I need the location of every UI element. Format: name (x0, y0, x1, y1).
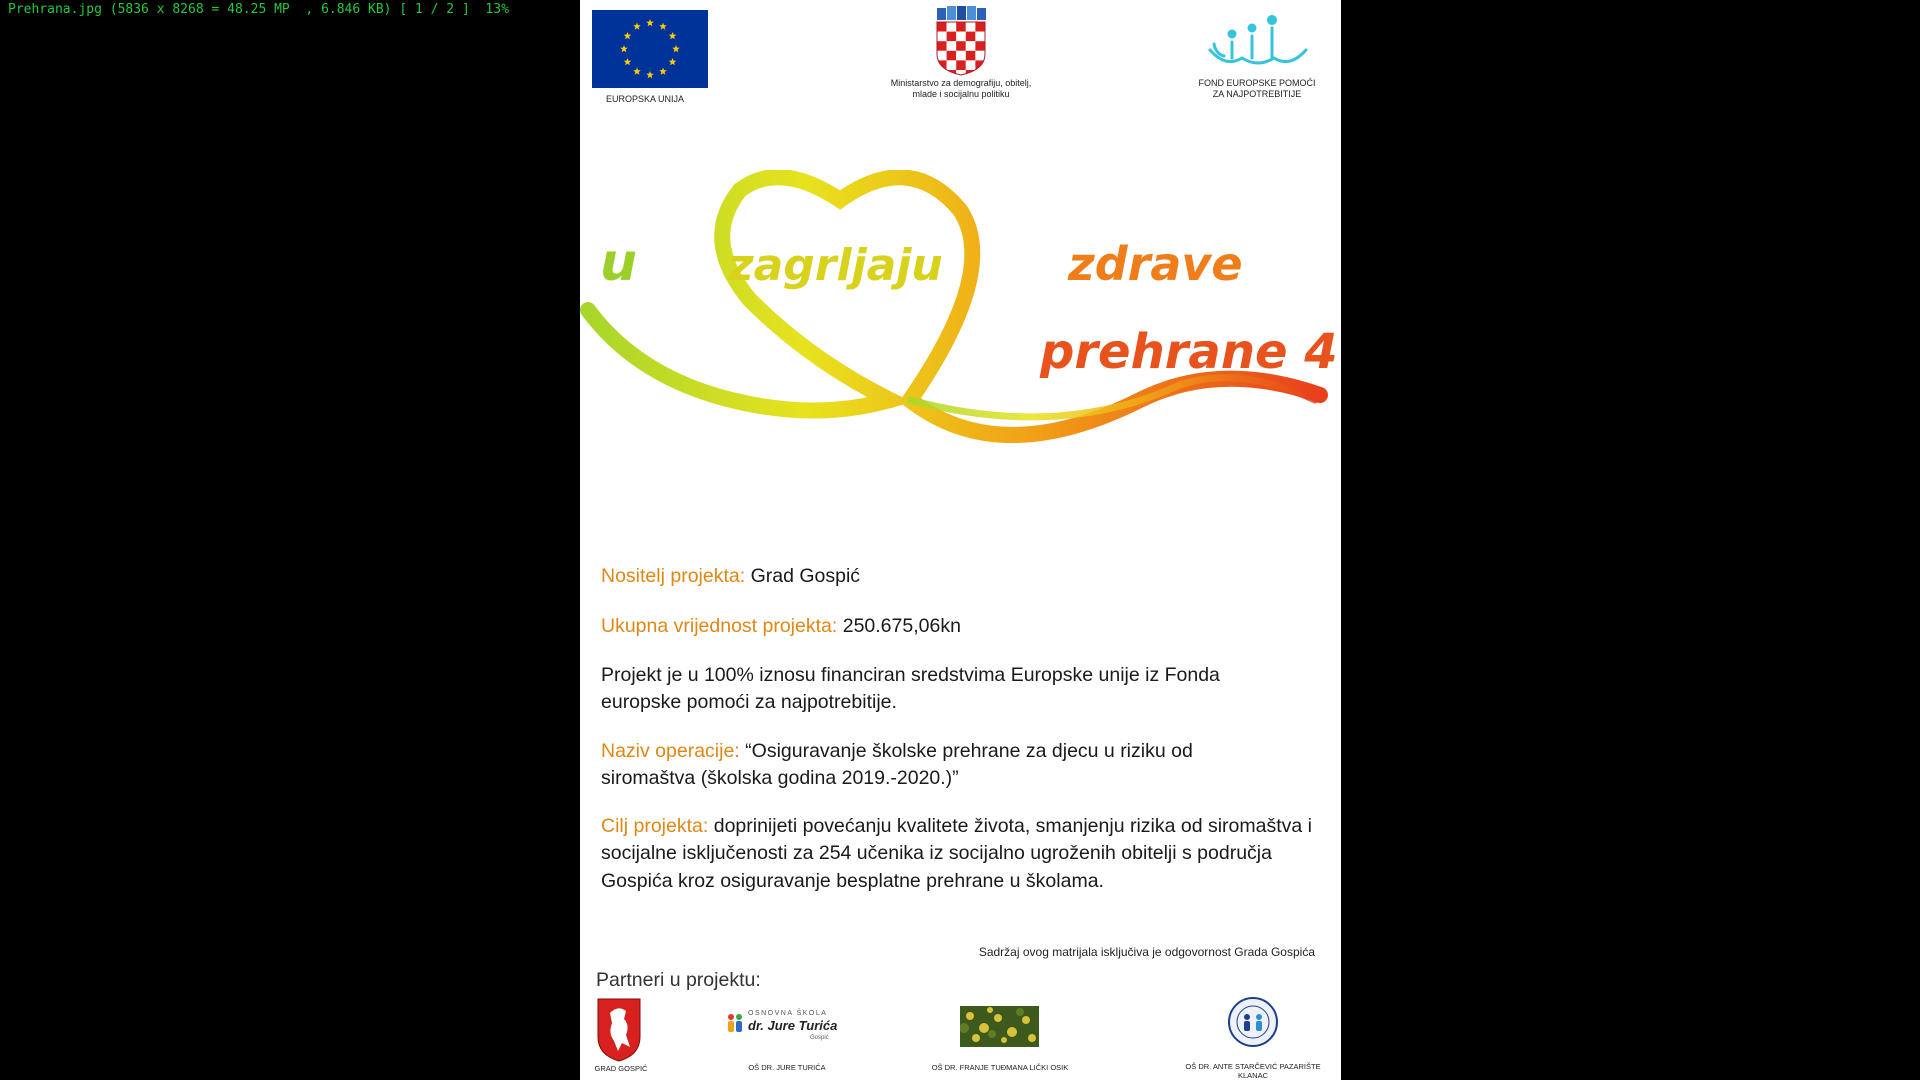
partner-os-klanac (1227, 996, 1279, 1052)
partner-caption-2: OŠ DR. JURE TURIĆA (748, 1063, 826, 1072)
disclaimer-text: Sadržaj ovog matrijala isključiva je odgovornost Grada Gospića (978, 945, 1315, 959)
title-heart-graphic (580, 170, 1341, 470)
goal-label: Cilj projekta: (601, 815, 709, 837)
title-word-4: prehrane 4 (1040, 324, 1338, 380)
partner-os-jure-turica (726, 1010, 838, 1046)
title-word-1: u (600, 233, 638, 293)
fund-logo (1192, 14, 1322, 101)
project-value-amount: 250.675,06kn (842, 615, 961, 637)
eu-logo (592, 10, 708, 105)
viewer-status-text: Prehrana.jpg (5836 x 8268 = 48.25 MP , 6.846 KB) [ 1 / 2 ] 13% (8, 2, 509, 17)
funding-text: Projekt je u 100% iznosu financiran sredstvima Europske unije iz Fonda europske pomoći za najpotrebitije. (601, 664, 1220, 714)
klanac-school-emblem-icon (1227, 996, 1279, 1048)
title-word-3: zdrave (1068, 237, 1243, 291)
school-logo-line1: OSNOVNA ŠKOLA (748, 1010, 828, 1017)
school-logo-line2: dr. Jure Turića (748, 1018, 838, 1033)
project-value-label: Ukupna vrijednost projekta: (601, 615, 838, 637)
operation-value: “Osiguravanje školske prehrane za djecu u riziku od siromaštva (školska godina 2019.-2020.)” (601, 740, 1193, 790)
eu-caption: EUROPSKA UNIJA (605, 94, 685, 104)
goal-row (601, 813, 1326, 895)
fund-caption-line1: FOND EUROPSKE POMOĆI (1198, 78, 1316, 88)
partner-caption-1: GRAD GOSPIĆ (594, 1064, 648, 1073)
operation-row (601, 738, 1281, 793)
partner-grad-gospic (596, 997, 642, 1067)
project-holder-row (601, 563, 1321, 590)
poster-page (580, 0, 1341, 1080)
gospic-coat-of-arms-icon (596, 997, 642, 1063)
croatian-coat-of-arms-icon (933, 6, 989, 76)
project-holder-label: Nositelj projekta: (601, 565, 746, 587)
operation-label: Naziv operacije: (601, 740, 740, 762)
project-holder-value: Grad Gospić (750, 565, 861, 587)
ministry-caption-line2: mlade i socijalnu politiku (912, 89, 1010, 100)
school-children-icon (726, 1012, 744, 1034)
school-logo-line3: Gospić (810, 1035, 829, 1041)
ministry-logo (886, 6, 1036, 101)
heart-brush-stroke (588, 177, 1320, 435)
ministry-caption-line1: Ministarstvo za demografiju, obitelj, (890, 78, 1032, 88)
flowers-photo-icon (960, 1006, 1039, 1047)
eu-flag-icon (592, 10, 708, 88)
project-value-row (601, 613, 1321, 640)
goal-value: doprinijeti povećanju kvalitete života, smanjenju rizika od siromaštva i socijalne isključenosti za 254 učenika iz socijalno ugroženih obitelji s područja Gospića kroz osiguravanje besplatne prehrane u školama. (601, 815, 1313, 892)
title-word-2: zagrljaju (728, 240, 943, 291)
partner-caption-3: OŠ DR. FRANJE TUĐMANA LIČKI OSIK (931, 1063, 1069, 1072)
partner-caption-4: OŠ DR. ANTE STARČEVIĆ PAZARIŠTE KLANAC (1185, 1062, 1321, 1080)
fund-caption-line2: ZA NAJPOTREBITIJE (1212, 89, 1302, 100)
partner-os-franje-tudmana (960, 1006, 1039, 1051)
fund-figures-icon (1202, 14, 1312, 74)
partners-title: Partneri u projektu: (596, 969, 761, 991)
